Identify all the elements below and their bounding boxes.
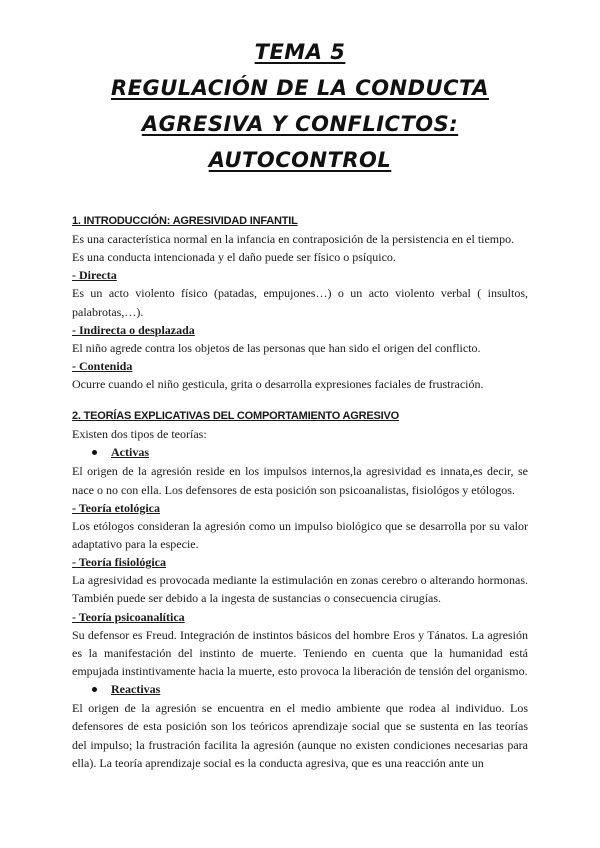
bullet-label: Reactivas <box>111 682 161 697</box>
bullet-dot-icon <box>92 687 97 692</box>
section-heading-teorias: 2. TEORÍAS EXPLICATIVAS DEL COMPORTAMIENTO AGRESIVO <box>72 410 399 423</box>
subheading-etologica: - Teoría etológica <box>72 500 160 515</box>
subheading-psicoanalitica: - Teoría psicoanalítica <box>72 609 185 624</box>
paragraph: Su defensor es Freud. Integración de instintos básicos del hombre Eros y Tánatos. La agresión es la manifestación del instinto de muerte. Teniendo en cuenta que la humanidad está empujada instintivamente hacia la muerte, esto provoca la liberación de tensión del organismo. <box>72 627 528 679</box>
paragraph: El niño agrede contra los objetos de las personas que han sido el origen del conflicto. <box>72 340 481 355</box>
section-heading-introduccion: 1. INTRODUCCIÓN: AGRESIVIDAD INFANTIL <box>72 215 298 227</box>
subheading-fisiologica: - Teoría fisiológica <box>72 555 166 570</box>
subheading-contenida: - Contenida <box>72 359 133 374</box>
paragraph: Ocurre cuando el niño gesticula, grita o desarrolla expresiones faciales de frustración. <box>72 377 484 392</box>
title-line-3: AGRESIVA Y CONFLICTOS: <box>141 112 459 136</box>
bullet-label: Activas <box>111 445 149 460</box>
document-page <box>72 34 528 772</box>
document-title <box>72 34 528 178</box>
title-line-1: TEMA 5 <box>254 40 346 64</box>
bullet-activas <box>72 443 528 462</box>
title-line-4: AUTOCONTROL <box>208 148 392 172</box>
subheading-indirecta: - Indirecta o desplazada <box>72 322 195 337</box>
paragraph: Es un acto violento físico (patadas, empujones…) o un acto violento verbal ( insultos, palabrotas,…). <box>72 286 528 319</box>
paragraph: El origen de la agresión se encuentra en el medio ambiente que rodea al individuo. Los defensores de esta posición son los teóricos aprendizaje social que se sustenta en las teorías del impulso; la frustración facilita la agresión (aunque no existen condiciones necesarias para ella). La teoría aprendizaje social es la conducta agresiva, que es una reacción ante un <box>72 701 528 770</box>
paragraph: Los etólogos consideran la agresión como un impulso biológico que se desarrolla por su valor adaptativo para la especie. <box>72 518 528 552</box>
paragraph: Es una característica normal en la infancia en contraposición de la persistencia en el tiempo. <box>72 232 515 246</box>
bullet-reactivas <box>72 680 528 699</box>
subheading-directa: - Directa <box>72 268 117 283</box>
paragraph: El origen de la agresión reside en los impulsos internos,la agresividad es innata,es decir, se nace o no con ella. Los defensores de esta posición son psicoanalistas, fisiológos y etólogos. <box>72 464 528 497</box>
paragraph: La agresividad es provocada mediante la estimulación en zonas cerebro o alterando hormonas. También puede ser debido a la ingesta de sustancias o consecuencia cirugías. <box>72 573 528 606</box>
section-teorias <box>72 407 528 772</box>
paragraph: Es una conducta intencionada y el daño puede ser físico o psíquico. <box>72 250 396 265</box>
title-line-2: REGULACIÓN DE LA CONDUCTA <box>111 76 489 100</box>
paragraph: Existen dos tipos de teorías: <box>72 427 207 442</box>
section-introduccion <box>72 212 528 393</box>
bullet-dot-icon <box>92 450 97 455</box>
